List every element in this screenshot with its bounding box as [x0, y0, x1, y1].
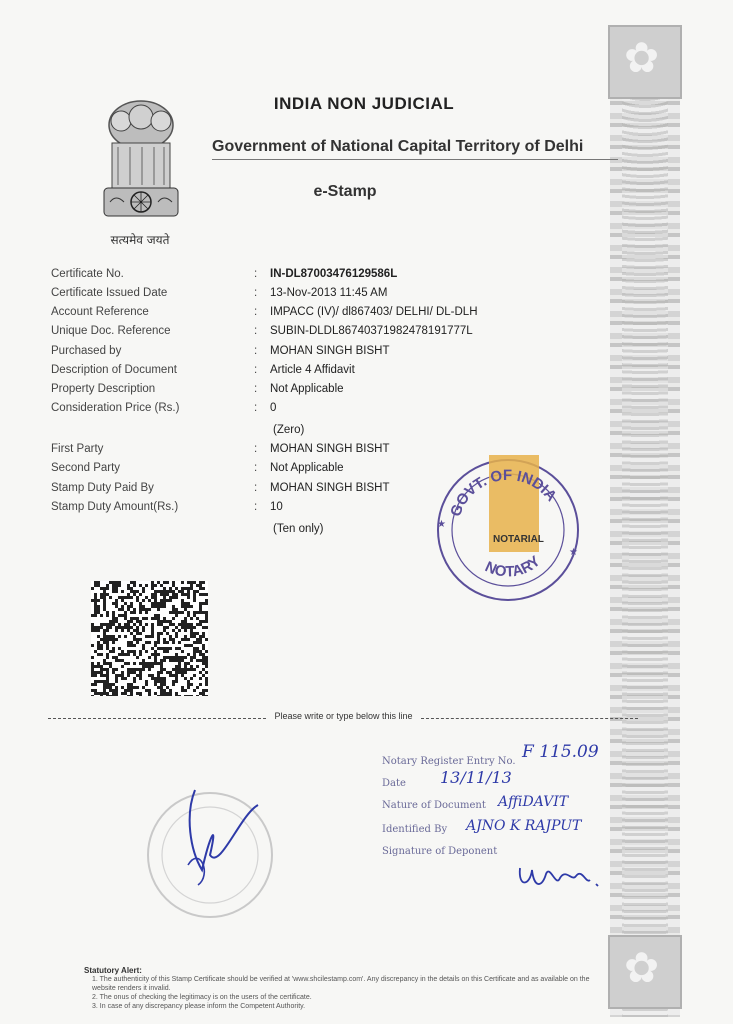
- field-label: Property Description: [51, 383, 156, 395]
- date-label: Date: [382, 778, 406, 789]
- cut-line: [48, 711, 638, 725]
- field-label: Certificate No.: [51, 268, 124, 280]
- date-value: 13/11/13: [440, 768, 512, 787]
- field-label: Purchased by: [51, 345, 122, 357]
- stamp-top-text: GOVT. OF INDIA: [447, 466, 560, 519]
- alert-item: 1. The authenticity of this Stamp Certificate should be verified at 'www.shcilestamp.com'. Any discrepancy in the details on this Certificate and as available on the website renders it invalid.: [92, 976, 590, 992]
- identified-value: AJNO K RAJPUT: [466, 818, 582, 834]
- svg-text:★: ★: [569, 547, 578, 558]
- stamp-bottom-text: NOTARY: [482, 552, 544, 581]
- field-label: Certificate Issued Date: [51, 287, 168, 299]
- stamp-duty-paid-by: MOHAN SINGH BISHT: [270, 482, 390, 494]
- deponent-signature: [516, 858, 616, 898]
- second-party: Not Applicable: [270, 462, 344, 474]
- signature-label: Signature of Deponent: [382, 846, 498, 857]
- statutory-alert: [84, 966, 604, 1011]
- document-description: Article 4 Affidavit: [270, 364, 355, 376]
- qr-code-icon: [91, 581, 208, 696]
- field-label: Second Party: [51, 462, 121, 474]
- document-title: INDIA NON JUDICIAL: [273, 94, 455, 113]
- decorative-border: [610, 25, 680, 1017]
- unique-doc-reference: SUBIN-DLDL86740371982478191777L: [270, 325, 473, 337]
- purchased-by: MOHAN SINGH BISHT: [270, 345, 390, 357]
- border-corner-ornament: [608, 935, 682, 1009]
- certificate-number: IN-DL87003476129586L: [270, 268, 398, 280]
- field-label: Unique Doc. Reference: [51, 325, 171, 337]
- cut-line-text: Please write or type below this line: [266, 711, 421, 721]
- nature-label: Nature of Document: [382, 800, 486, 811]
- stamp-duty-amount: 10: [270, 501, 283, 513]
- svg-text:NOTARY: [482, 553, 543, 581]
- alert-item: 2. The onus of checking the legitimacy is on the users of the certificate.: [92, 994, 312, 1001]
- alert-item: 3. In case of any discrepancy please inform the Competent Authority.: [92, 1003, 306, 1010]
- national-emblem-icon: [96, 95, 186, 230]
- field-label: Stamp Duty Paid By: [51, 482, 154, 494]
- document-type: e-Stamp: [313, 183, 377, 200]
- account-reference: IMPACC (IV)/ dl867403/ DELHI/ DL-DLH: [270, 306, 478, 318]
- signature-over-seal: [140, 775, 280, 925]
- border-corner-ornament: [608, 25, 682, 99]
- nature-value: AffiDAVIT: [498, 794, 569, 810]
- first-party: MOHAN SINGH BISHT: [270, 443, 390, 455]
- stamp-label: NOTARIAL: [493, 534, 544, 545]
- consideration-in-words: (Zero): [273, 424, 305, 436]
- field-label: Stamp Duty Amount(Rs.): [51, 501, 179, 513]
- notary-register-details: [380, 738, 620, 898]
- entry-value: F 115.09: [522, 742, 599, 762]
- field-label: First Party: [51, 443, 104, 455]
- svg-text:★: ★: [437, 519, 446, 530]
- field-label: Account Reference: [51, 306, 149, 318]
- field-label: Consideration Price (Rs.): [51, 402, 180, 414]
- field-label: Description of Document: [51, 364, 177, 376]
- duty-in-words: (Ten only): [273, 523, 324, 535]
- consideration-price: 0: [270, 402, 277, 414]
- identified-label: Identified By: [382, 824, 448, 835]
- issued-date: 13-Nov-2013 11:45 AM: [270, 287, 388, 299]
- estamp-certificate: ✿ ✿ सत्यमेव जयते INDIA NON JUDICIAL Government of National Capital Territory of Delhi e-Stamp Certificate No. : IN-DL87003476129586L Certificate Issued Date : 13-Nov-2013 11:45 AM Account Reference : IMPACC (IV)/ dl867403/ DELHI/ DL-DLH Unique Doc. Reference : SUBIN-DLDL86740371982478191777L Purchased by : MOHAN SINGH BISHT Description of Document : Article 4 Affidavit Property Description : Not Applicable Consideration Price (Rs.) : 0 (Zero) First Party : MOHAN SINGH BISHT Second Party : Not Applicable Stamp Duty Paid By : MOHAN SINGH BISHT Stamp Duty Amount(Rs.) : 10 (Ten only) GOVT. OF INDIA NOTARY NOTARIAL ★ ★ Please write or type below this line Notary Register Entry No. F 115.09 Date 13/11/13 Nature of Document AffiDAVIT Identified By AJNO K RAJPUT Signature of Deponent Statutory Alert: 1. The authenticity of this Stamp Certificate should be verified at 'www.shcilestamp.com'. Any discrepancy in the details on this Certificate and as available on the website renders it invalid. 2. The onus of checking the legitimacy is on the users of the certificate. 3. In case of any discrepancy please inform the Competent Authority.: [0, 0, 733, 1024]
- notary-seal-stamp: [433, 455, 583, 605]
- entry-label: Notary Register Entry No.: [382, 756, 516, 767]
- emblem-motto: सत्यमेव जयते: [110, 233, 170, 247]
- government-name: Government of National Capital Territory of Delhi: [212, 138, 618, 160]
- alert-title: Statutory Alert:: [84, 966, 142, 975]
- property-description: Not Applicable: [270, 383, 344, 395]
